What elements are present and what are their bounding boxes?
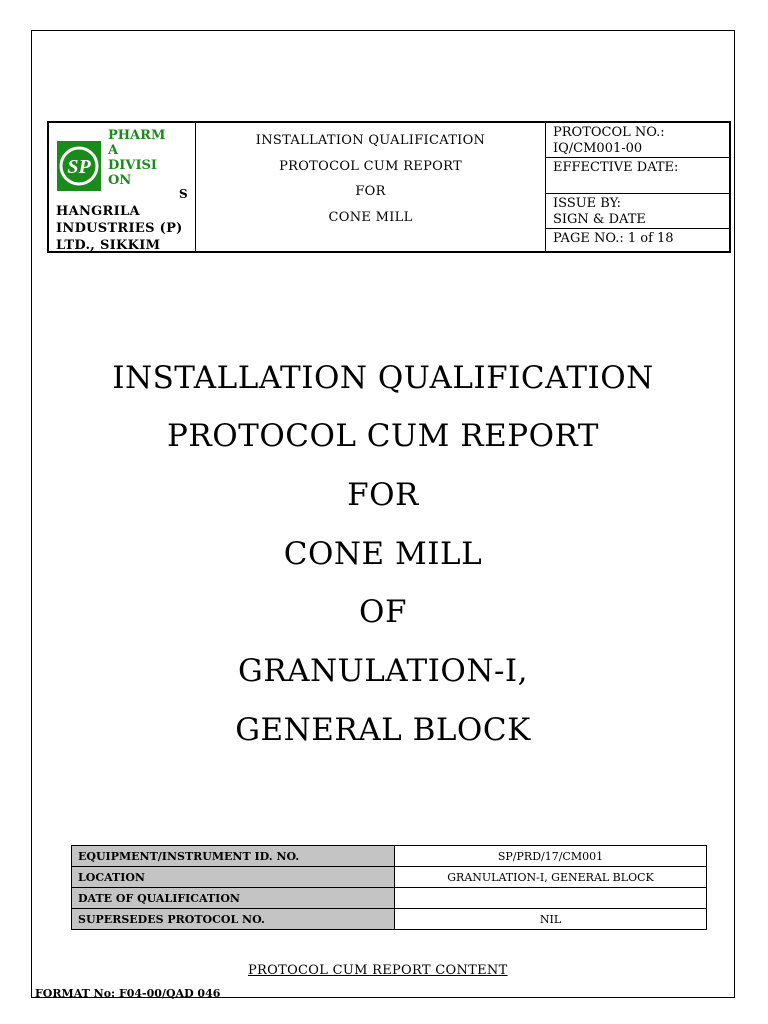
protocol-no-cell — [546, 123, 729, 158]
header-title-line-1: INSTALLATION QUALIFICATION — [255, 133, 486, 148]
title-line-4: CONE MILL — [283, 536, 483, 572]
protocol-no-label: PROTOCOL NO.: — [553, 125, 665, 140]
row-value — [395, 888, 707, 909]
table-row — [72, 846, 707, 867]
title-line-3: FOR — [347, 477, 419, 513]
table-row — [72, 888, 707, 909]
title-line-7: GENERAL BLOCK — [235, 712, 531, 748]
header-info-block — [546, 123, 729, 251]
format-number: FORMAT No: F04-00/QAD 046 — [35, 987, 221, 1000]
company-line-1: HANGRILA — [56, 204, 140, 219]
logo-line-2: A — [108, 143, 119, 158]
row-label: LOCATION — [72, 867, 395, 888]
company-line-2: INDUSTRIES (P) — [56, 221, 183, 236]
logo-line-3: DIVISI — [108, 158, 157, 173]
title-line-5: OF — [359, 594, 407, 630]
content-title: PROTOCOL CUM REPORT CONTENT — [248, 963, 508, 978]
sign-date-label: SIGN & DATE — [553, 212, 646, 227]
company-line-3: LTD., SIKKIM — [56, 238, 161, 253]
effective-date-cell — [546, 158, 729, 194]
equipment-table — [71, 845, 707, 930]
logo-line-1: PHARM — [108, 128, 166, 143]
title-line-2: PROTOCOL CUM REPORT — [167, 418, 599, 454]
table-row — [72, 867, 707, 888]
row-value: SP/PRD/17/CM001 — [395, 846, 707, 867]
logo-line-4: ON — [108, 173, 132, 188]
svg-text:SP: SP — [67, 156, 91, 178]
effective-date-label: EFFECTIVE DATE: — [553, 160, 679, 175]
row-label: DATE OF QUALIFICATION — [72, 888, 395, 909]
row-value: GRANULATION-I, GENERAL BLOCK — [395, 867, 707, 888]
logo-text — [108, 128, 165, 188]
sp-logo-icon — [57, 141, 101, 191]
page-no-label: PAGE NO.: 1 of 18 — [553, 231, 674, 246]
title-line-6: GRANULATION-I, — [237, 653, 529, 689]
row-value: NIL — [395, 909, 707, 930]
header-title-line-2: PROTOCOL CUM REPORT — [279, 159, 462, 174]
issue-by-label: ISSUE BY: — [553, 196, 621, 211]
row-label: EQUIPMENT/INSTRUMENT ID. NO. — [72, 846, 395, 867]
company-name — [56, 203, 183, 254]
protocol-no-value: IQ/CM001-00 — [553, 141, 643, 156]
header-title-line-3: FOR — [355, 184, 386, 199]
issue-by-cell — [546, 194, 729, 229]
row-label: SUPERSEDES PROTOCOL NO. — [72, 909, 395, 930]
logo-trailing-s: S — [179, 187, 188, 201]
document-header — [47, 121, 731, 253]
table-row — [72, 909, 707, 930]
page-no-cell — [546, 229, 729, 251]
header-title-block — [196, 123, 546, 251]
header-title-line-4: CONE MILL — [328, 210, 413, 225]
title-line-1: INSTALLATION QUALIFICATION — [112, 360, 654, 396]
company-logo-block — [49, 123, 196, 251]
